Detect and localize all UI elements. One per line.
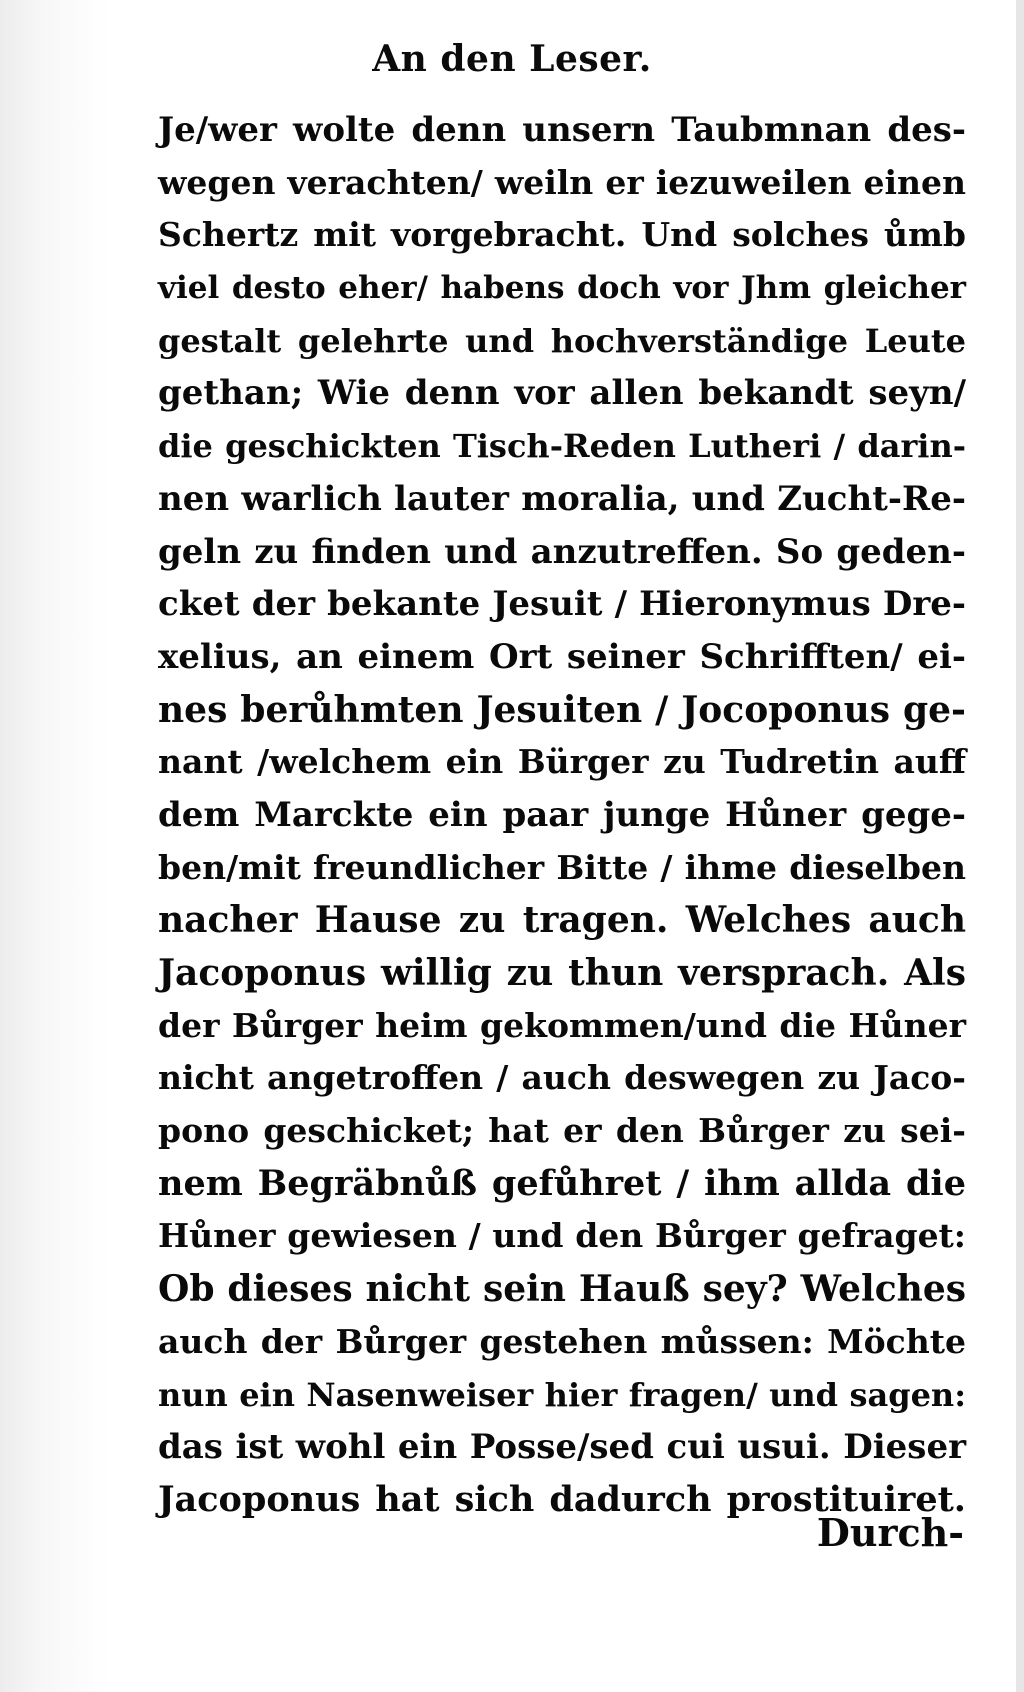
- text-line: dem Marckte ein paar junge Hůner gege-: [158, 794, 966, 835]
- text-line: das ist wohl ein Posse/sed cui usui. Dieser: [158, 1427, 966, 1468]
- text-line: nes berůhmten Jesuiten / Jocoponus ge-: [158, 688, 966, 731]
- text-line: nicht angetroffen / auch deswegen zu Jaco-: [158, 1058, 966, 1098]
- body-text: [158, 104, 966, 1527]
- text-line: Hůner gewiesen / und den Bůrger gefraget:: [158, 1216, 966, 1256]
- text-line: Je/wer wolte denn unsern Taubmnan des-: [158, 110, 966, 150]
- text-line: cket der bekante Jesuit / Hieronymus Dre-: [158, 584, 966, 625]
- text-line: ben/mit freundlicher Bitte / ihme dieselben: [158, 847, 966, 887]
- text-line: nem Begräbnůß gefůhret / ihm allda die: [158, 1162, 966, 1204]
- catchword: Durch-: [816, 1510, 964, 1555]
- text-line: Jacoponus willig zu thun versprach. Als: [158, 952, 966, 994]
- running-head: An den Leser.: [372, 38, 652, 80]
- text-line: nun ein Nasenweiser hier fragen/ und sagen:: [158, 1375, 966, 1414]
- text-line: Jacoponus hat sich dadurch prostituiret.: [158, 1478, 966, 1520]
- text-line: der Bůrger heim gekommen/und die Hůner: [158, 1005, 966, 1045]
- text-line: pono geschicket; hat er den Bůrger zu sei-: [158, 1111, 966, 1151]
- text-line: geln zu finden und anzutreffen. So geden-: [158, 531, 966, 572]
- text-line: viel desto eher/ habens doch vor Jhm gleicher: [158, 270, 966, 307]
- text-line: gethan; Wie denn vor allen bekandt seyn/: [158, 373, 966, 414]
- text-line: Ob dieses nicht sein Hauß sey? Welches: [158, 1268, 966, 1311]
- text-line: wegen verachten/ weiln er iezuweilen einen: [158, 162, 966, 202]
- text-line: die geschickten Tisch-Reden Lutheri / darin-: [158, 427, 966, 466]
- text-line: Schertz mit vorgebracht. Und solches ůmb: [158, 215, 966, 255]
- text-line: nen warlich lauter moralia, und Zucht-Re-: [158, 478, 966, 519]
- text-line: nacher Hause zu tragen. Welches auch: [158, 899, 966, 942]
- text-line: nant /welchem ein Bürger zu Tudretin auff: [158, 742, 966, 782]
- text-line: gestalt gelehrte und hochverständige Leute: [158, 321, 966, 360]
- text-line: auch der Bůrger gestehen můssen: Möchte: [158, 1321, 966, 1361]
- text-line: xelius, an einem Ort seiner Schrifften/ ei-: [158, 636, 966, 677]
